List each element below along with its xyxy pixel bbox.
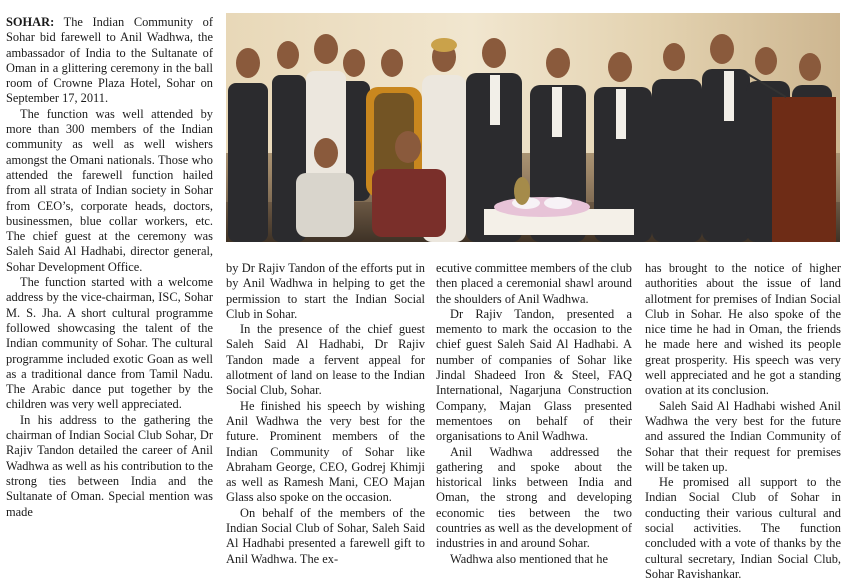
paragraph-continued: by Dr Rajiv Tandon of the efforts put in by Anil Wadhwa in helping to get the permission to start the Indian Social Club in Sohar. (226, 261, 425, 321)
paragraph: Dr Rajiv Tandon, presented a memento to mark the occasion to the chief guest Saleh Said Al Hadhabi. A number of companies of Sohar like Jindal Shadeed Iron & Steel, FAQ International, Nagarjuna Construction Company, Majan Glass presented mementoes on behalf of their organisations to Anil Wadhwa. (436, 306, 632, 444)
paragraph: He finished his speech by wishing Anil Wadhwa the very best for the future. Prominent members of the Indian Community of Sohar like Abraham George, CEO, Godrej Khimji as well as Ramesh Mani, CEO Majan Glass also spoke on the occasion. (226, 398, 425, 505)
lead-text: The Indian Community of Sohar bid farewell to Anil Wadhwa, the ambassador of India to the Sultanate of Oman in a glittering ceremony in the ball room of Crowne Plaza Hotel, Sohar on September 17, 2011. (6, 15, 213, 106)
paragraph: Saleh Said Al Hadhabi wished Anil Wadhwa the very best for the future and assured the Indian Community of Sohar that their request for premises will be taken up. (645, 398, 841, 474)
paragraph: The function was well attended by more than 300 members of the Indian community as well as well wishers amongst the Omani nationals. Those who attended the farewell function hailed from all strata of Indian society in Sohar from CEO’s, corporate heads, doctors, businessmen, blue collar workers, etc. The chief guest at the ceremony was Saleh Said Al Hadhabi, director general, Sohar Development Office. (6, 106, 213, 274)
article-column-2 (226, 261, 425, 567)
paragraph: In the presence of the chief guest Saleh Said Al Hadhabi, Dr Rajiv Tandon made a fervent appeal for allotment of land on lease to the Indian Social Club, Sohar. (226, 322, 425, 398)
paragraph: Wadhwa also mentioned that he (450, 551, 608, 566)
paragraph-continued: has brought to the notice of higher authorities about the issue of land allotment for premises of Indian Social Club in Sohar. He also spoke of the nice time he had in Oman, the friends he made here and wished its people great prosperity. His speech was very well appreciated and he got a standing ovation at its conclusion. (645, 261, 841, 398)
lead-paragraph (6, 15, 213, 107)
article-column-1 (6, 15, 213, 520)
paragraph-continued: ecutive committee members of the club then placed a ceremonial shawl around the shoulders of Anil Wadhwa. (436, 261, 632, 306)
paragraph: In his address to the gathering the chairman of Indian Social Club Sohar, Dr Rajiv Tandon detailed the career of Anil Wadhwa as well as his contribution to the strong ties between India and the Sultanate of Oman. Special mention was made (6, 412, 213, 519)
article-column-4 (645, 261, 841, 582)
paragraph: The function started with a welcome address by the vice-chairman, ISC, Sohar M. S. Jha. A short cultural programme followed showcasing the talent of the Indian community of Sohar. The cultural programme included exotic Goan as well as a traditional dance from Tamil Nadu. The Arabic dance put together by the children was very well appreciated. (6, 275, 213, 412)
paragraph: On behalf of the members of the Indian Social Club of Sohar, Saleh Said Al Hadhabi presented a farewell gift to Anil Wadhwa. The ex- (226, 505, 425, 566)
event-group-photo (226, 13, 840, 242)
article-column-3 (436, 261, 632, 567)
paragraph: He promised all support to the Indian Social Club of Sohar in conducting their various cultural and social activities. The function concluded with a vote of thanks by the cultural secretary, Indian Social Club, Sohar Ravishankar. (645, 475, 841, 581)
paragraph: Anil Wadhwa addressed the gathering and spoke about the historical links between India and Oman, the strong and developing economic ties between the two countries as well as the development of industries in and around Sohar. (436, 444, 632, 551)
group-photo-icon (226, 13, 840, 242)
dateline: SOHAR: (6, 15, 55, 29)
